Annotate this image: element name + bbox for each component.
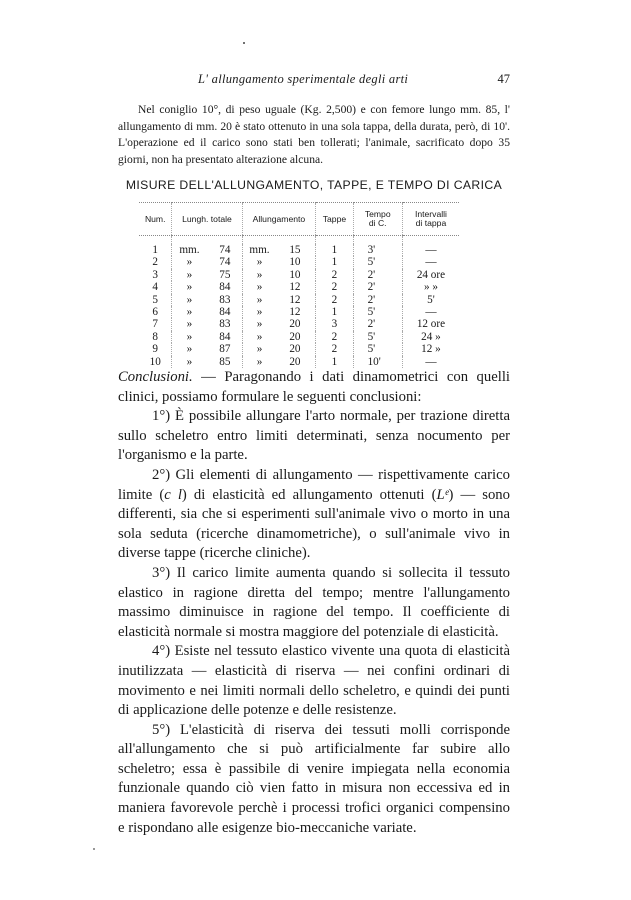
cell-tappe: 3 bbox=[316, 318, 353, 330]
table-header-row bbox=[139, 203, 459, 236]
table-row bbox=[139, 306, 459, 318]
cell-lungh-prefix: mm. bbox=[179, 244, 200, 256]
conclusions-section bbox=[118, 368, 510, 838]
cell-lungh-prefix: » bbox=[186, 281, 193, 294]
table-row bbox=[139, 318, 459, 330]
cell-allung bbox=[242, 306, 316, 318]
cell-allung-prefix: » bbox=[256, 306, 263, 319]
cell-lungh-value: 85 bbox=[219, 355, 231, 368]
cell-lungh-prefix: » bbox=[186, 268, 193, 281]
header-intervalli bbox=[402, 203, 459, 236]
cell-lungh bbox=[172, 294, 242, 306]
cell-lungh bbox=[172, 306, 242, 318]
cell-allung-value: 15 bbox=[289, 244, 301, 256]
cell-num: 1 bbox=[152, 244, 159, 256]
table-row bbox=[139, 294, 459, 306]
cell-intervalli: — bbox=[402, 306, 459, 318]
table-title: MISURE DELL'ALLUNGAMENTO, TAPPE, E TEMPO DI CARICA bbox=[125, 178, 503, 192]
cell-lungh bbox=[172, 269, 242, 281]
cell-tappe: 1 bbox=[316, 256, 353, 268]
header-tempo-line2: di C. bbox=[368, 218, 387, 228]
table-row bbox=[139, 269, 459, 281]
table-row bbox=[139, 244, 459, 256]
cell-tempo: 5' bbox=[353, 306, 402, 318]
cell-lungh-value: 74 bbox=[219, 244, 231, 256]
header-allung: Allungamento bbox=[242, 203, 316, 236]
conclusion-3: 3°) Il carico limite aumenta quando si sollecita il tessuto elastico in ragione diretta del tempo; mentre l'allungamento massimo diminuisce in ragione del tempo. Il coefficiente di elasticità normale si mostra maggiore del potenziale di elasticità. bbox=[118, 564, 510, 640]
cell-num: 8 bbox=[152, 330, 159, 343]
cell-tempo: 5' bbox=[353, 343, 402, 355]
cell-num: 7 bbox=[152, 318, 159, 331]
cell-allung-prefix: » bbox=[256, 330, 263, 343]
cell-tempo: 10' bbox=[353, 356, 402, 368]
cell-allung-prefix: » bbox=[256, 256, 263, 269]
header-intervalli-line2: di tappa bbox=[415, 218, 447, 228]
cell-lungh-value: 84 bbox=[219, 306, 231, 319]
cell-tappe: 2 bbox=[316, 343, 353, 355]
cell-lungh-value: 84 bbox=[219, 281, 231, 294]
header-num: Num. bbox=[139, 203, 172, 236]
conclusion-4: 4°) Esiste nel tessuto elastico vivente una quota di elasticità inutilizzata — elasticità di riserva — nei confini ordinari di movimento e nei limiti normali dello scheletro, e quindi dei punti di applicazione delle potenze e delle resistenze. bbox=[118, 643, 510, 719]
cell-num: 9 bbox=[152, 343, 159, 356]
cell-tappe: 2 bbox=[316, 269, 353, 281]
cell-allung-value: 12 bbox=[289, 281, 301, 294]
cell-tempo: 3' bbox=[353, 244, 402, 256]
cell-lungh bbox=[172, 256, 242, 268]
cell-num: 6 bbox=[152, 306, 159, 319]
conclusions-intro bbox=[118, 368, 510, 407]
symbol-carico-limite: c l bbox=[164, 486, 182, 503]
cell-lungh-prefix: » bbox=[186, 343, 193, 356]
cell-tempo: 5' bbox=[353, 331, 402, 343]
cell-lungh bbox=[172, 244, 242, 256]
header-tappe: Tappe bbox=[316, 203, 353, 236]
cell-allung-value: 12 bbox=[289, 293, 301, 306]
cell-intervalli: 24 ore bbox=[402, 269, 459, 281]
table-row bbox=[139, 356, 459, 368]
conclusions-intro-text: — Paragonando i dati dinamometrici con quelli clinici, possiamo formulare le seguenti conclusioni: bbox=[118, 369, 510, 405]
cell-allung bbox=[242, 256, 316, 268]
conclusion-5: 5°) L'elasticità di riserva dei tessuti molli corrisponde all'allungamento che si può artificialmente far subire allo scheletro; essa è passibile di venire impiegata nella economia funzionale quando ciò vien fatto in misura non eccessiva ed in maniera favorevole perchè i processi trofici organici compensino e rispondano alle esigenze bio-meccaniche variate. bbox=[118, 721, 510, 836]
print-speck bbox=[93, 848, 95, 850]
conclusion-2-part-c: ) — sono differenti, sia che si esperimenti sull'animale vivo o morto in una sola seduta (ricerche dinamometriche), o sull'animale vivo in diverse tappe (ricerche cliniche). bbox=[118, 486, 510, 562]
header-tempo-line1: Tempo bbox=[364, 209, 391, 219]
cell-allung bbox=[242, 244, 316, 256]
header-intervalli-line1: Intervalli bbox=[414, 209, 447, 219]
cell-intervalli: 12 ore bbox=[402, 318, 459, 330]
table-spacer bbox=[139, 236, 459, 245]
cell-allung-prefix: » bbox=[256, 318, 263, 331]
cell-allung-prefix: » bbox=[256, 268, 263, 281]
cell-num: 2 bbox=[152, 256, 159, 269]
cell-lungh-value: 83 bbox=[219, 318, 231, 331]
cell-allung bbox=[242, 356, 316, 368]
conclusion-1: 1°) È possibile allungare l'arto normale, per trazione diretta sullo scheletro entro limiti determinati, senza nocumento per l'organismo e la parte. bbox=[118, 408, 510, 464]
cell-lungh-value: 84 bbox=[219, 330, 231, 343]
cell-num: 5 bbox=[152, 293, 159, 306]
conclusion-2-part-b: ) di elasticità ed allungamento ottenuti ( bbox=[181, 486, 437, 503]
page-number: 47 bbox=[497, 72, 510, 86]
conclusion-2 bbox=[118, 466, 510, 564]
cell-tempo: 2' bbox=[353, 294, 402, 306]
cell-lungh bbox=[172, 356, 242, 368]
cell-tappe: 1 bbox=[316, 356, 353, 368]
cell-lungh-prefix: » bbox=[186, 355, 193, 368]
cell-allung bbox=[242, 269, 316, 281]
cell-allung bbox=[242, 294, 316, 306]
cell-intervalli: — bbox=[402, 256, 459, 268]
cell-lungh-value: 75 bbox=[219, 268, 231, 281]
cell-allung bbox=[242, 343, 316, 355]
cell-tempo: 2' bbox=[353, 318, 402, 330]
conclusion-2-part-a: 2°) Gli elementi di allungamento — rispettivamente carico limite ( bbox=[118, 466, 510, 503]
cell-allung-value: 10 bbox=[289, 256, 301, 269]
cell-intervalli: — bbox=[402, 356, 459, 368]
cell-allung bbox=[242, 281, 316, 293]
cell-allung-value: 20 bbox=[289, 355, 301, 368]
cell-allung-value: 20 bbox=[289, 343, 301, 356]
cell-intervalli: 5' bbox=[402, 294, 459, 306]
cell-num: 4 bbox=[152, 281, 159, 294]
measurements-table bbox=[139, 202, 459, 368]
print-speck bbox=[243, 42, 245, 44]
cell-lungh bbox=[172, 343, 242, 355]
cell-allung bbox=[242, 318, 316, 330]
cell-intervalli: 24 » bbox=[402, 331, 459, 343]
cell-intervalli: — bbox=[402, 244, 459, 256]
header-lungh: Lungh. totale bbox=[172, 203, 242, 236]
conclusions-heading: Conclusioni. bbox=[118, 369, 193, 385]
cell-lungh-prefix: » bbox=[186, 293, 193, 306]
cell-tempo: 2' bbox=[353, 281, 402, 293]
cell-num: 10 bbox=[149, 355, 161, 368]
cell-allung-value: 20 bbox=[289, 318, 301, 331]
cell-lungh-value: 83 bbox=[219, 293, 231, 306]
table-row bbox=[139, 256, 459, 268]
cell-lungh-prefix: » bbox=[186, 306, 193, 319]
cell-tappe: 2 bbox=[316, 294, 353, 306]
table-row bbox=[139, 281, 459, 293]
cell-tappe: 2 bbox=[316, 281, 353, 293]
symbol-allungamento: Lᵉ bbox=[436, 486, 449, 503]
cell-num: 3 bbox=[152, 268, 159, 281]
cell-tappe: 1 bbox=[316, 306, 353, 318]
cell-tappe: 2 bbox=[316, 331, 353, 343]
cell-lungh bbox=[172, 318, 242, 330]
cell-allung-prefix: » bbox=[256, 355, 263, 368]
cell-allung-value: 10 bbox=[289, 268, 301, 281]
running-title: L' allungamento sperimentale degli arti bbox=[198, 72, 409, 86]
cell-lungh bbox=[172, 331, 242, 343]
cell-lungh-prefix: » bbox=[186, 318, 193, 331]
cell-allung-prefix: » bbox=[256, 293, 263, 306]
cell-allung-prefix: mm. bbox=[249, 244, 270, 256]
cell-lungh-prefix: » bbox=[186, 256, 193, 269]
cell-allung-prefix: » bbox=[256, 281, 263, 294]
cell-intervalli: » » bbox=[402, 281, 459, 293]
cell-lungh-prefix: » bbox=[186, 330, 193, 343]
intro-paragraph: Nel coniglio 10°, di peso uguale (Kg. 2,500) e con femore lungo mm. 85, l' allungamento di mm. 20 è stato ottenuto in una sola tappa, della durata, però, di 10'. L'operazione ed il carico sono stati ben tollerati; l'animale, sacrificato dopo 35 giorni, non ha presentato alterazione alcuna. bbox=[118, 103, 510, 166]
cell-allung-prefix: » bbox=[256, 343, 263, 356]
cell-allung bbox=[242, 331, 316, 343]
header-tempo bbox=[353, 203, 402, 236]
cell-lungh-value: 74 bbox=[219, 256, 231, 269]
cell-tempo: 5' bbox=[353, 256, 402, 268]
page-header bbox=[118, 72, 510, 92]
cell-lungh-value: 87 bbox=[219, 343, 231, 356]
table-row bbox=[139, 343, 459, 355]
cell-allung-value: 12 bbox=[289, 306, 301, 319]
table-row bbox=[139, 331, 459, 343]
cell-intervalli: 12 » bbox=[402, 343, 459, 355]
cell-lungh bbox=[172, 281, 242, 293]
cell-tappe: 1 bbox=[316, 244, 353, 256]
cell-allung-value: 20 bbox=[289, 330, 301, 343]
cell-tempo: 2' bbox=[353, 269, 402, 281]
